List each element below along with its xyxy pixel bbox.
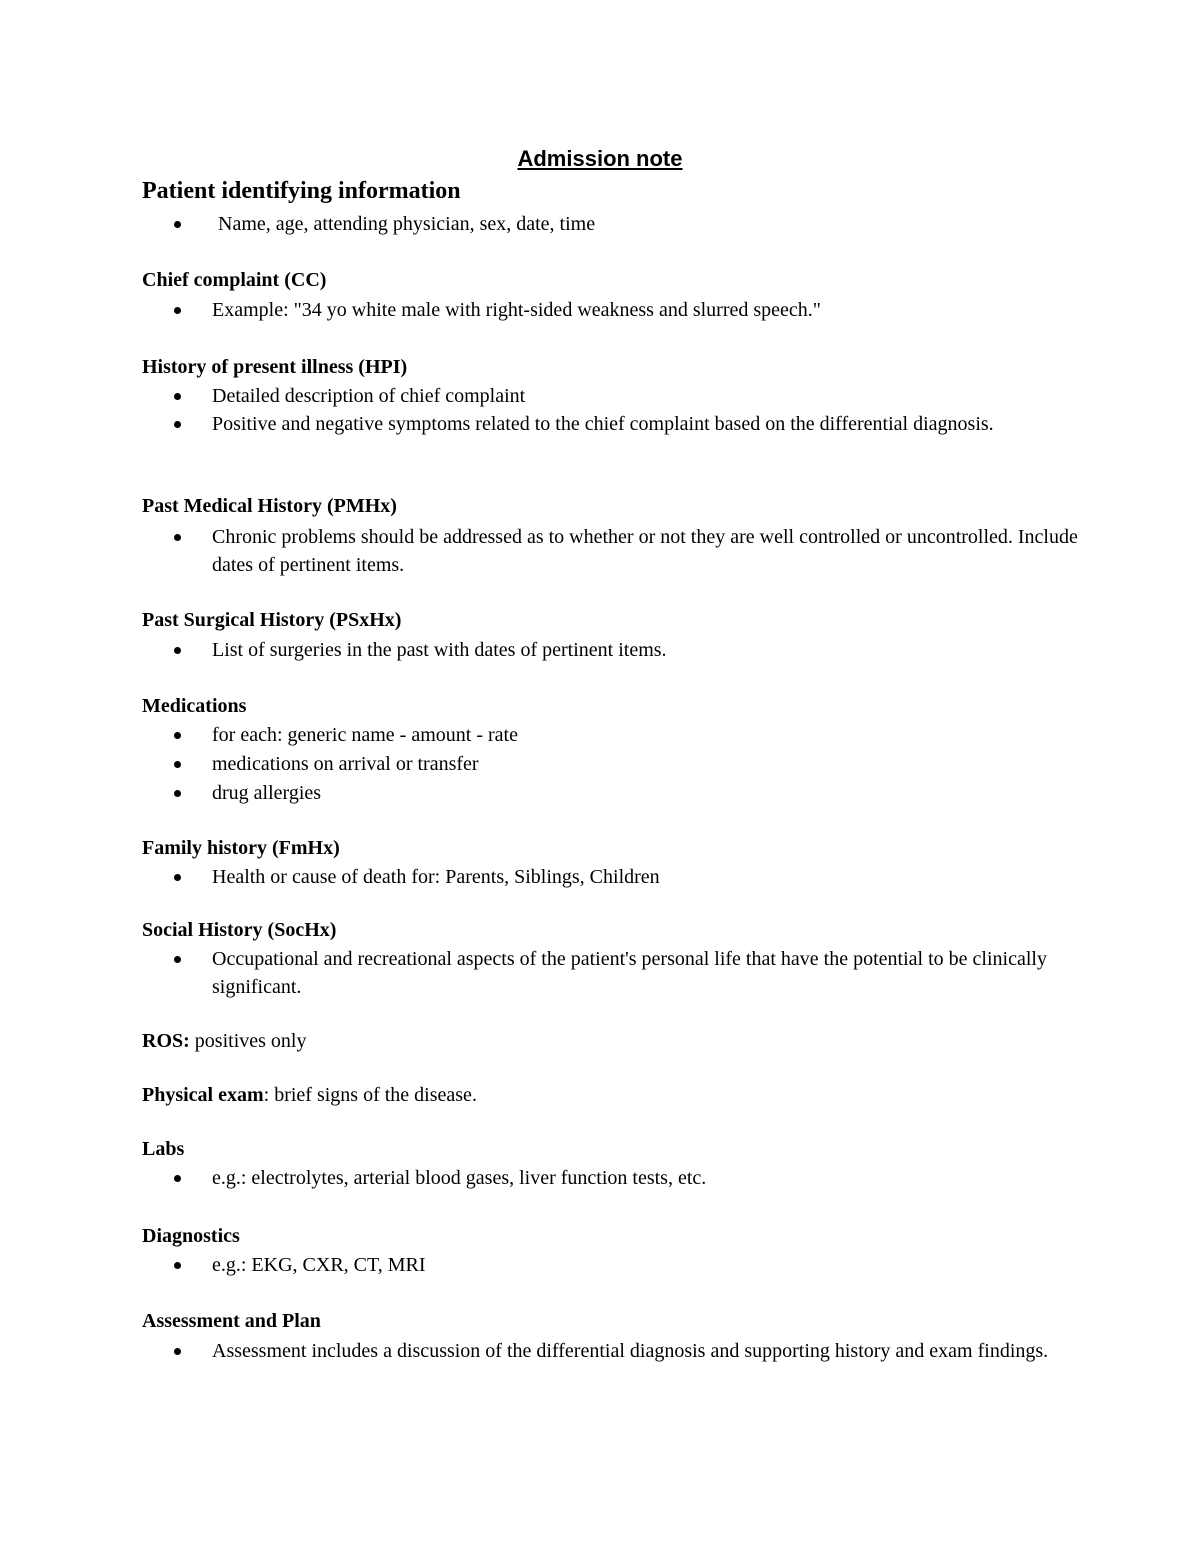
section-heading-sochx: Social History (SocHx) [142, 919, 337, 941]
bullet-icon [174, 221, 181, 228]
list-item: Name, age, attending physician, sex, date, time [142, 210, 1082, 238]
bullet-icon [174, 421, 181, 428]
ros-label: ROS: [142, 1030, 190, 1052]
list-item: Occupational and recreational aspects of the patient's personal life that have the potential to be clinically significant. [142, 945, 1082, 1001]
list-item: Example: "34 yo white male with right-sided weakness and slurred speech." [142, 296, 1082, 324]
list-item: e.g.: EKG, CXR, CT, MRI [142, 1251, 1082, 1279]
physical-exam-text: : brief signs of the disease. [263, 1084, 477, 1106]
section-heading-cc: Chief complaint (CC) [142, 269, 327, 291]
bullet-icon [174, 790, 181, 797]
section-heading-labs: Labs [142, 1138, 185, 1160]
list-item: Chronic problems should be addressed as to whether or not they are well controlled or uncontrolled. Include dates of pertinent items. [142, 523, 1082, 579]
list-item: List of surgeries in the past with dates of pertinent items. [142, 636, 1082, 664]
section-heading-hpi: History of present illness (HPI) [142, 356, 408, 378]
list-item: drug allergies [142, 779, 1082, 807]
section-physical-exam [142, 1083, 477, 1107]
bullet-icon [174, 1262, 181, 1269]
section-ros [142, 1029, 306, 1053]
ros-text: positives only [189, 1030, 307, 1052]
bullet-icon [174, 732, 181, 739]
bullet-icon [174, 956, 181, 963]
section-heading-patient-id: Patient identifying information [142, 178, 461, 204]
list-item: medications on arrival or transfer [142, 750, 1082, 778]
bullet-icon [174, 874, 181, 881]
section-heading-psxhx: Past Surgical History (PSxHx) [142, 609, 402, 631]
list-item: Assessment includes a discussion of the differential diagnosis and supporting history and exam findings. [142, 1337, 1082, 1365]
section-heading-medications: Medications [142, 695, 247, 717]
bullet-icon [174, 1348, 181, 1355]
section-heading-assessment-plan: Assessment and Plan [142, 1310, 321, 1332]
bullet-icon [174, 761, 181, 768]
section-heading-fmhx: Family history (FmHx) [142, 837, 340, 859]
list-item: Detailed description of chief complaint [142, 382, 1082, 410]
list-item: Positive and negative symptoms related to the chief complaint based on the differential diagnosis. [142, 410, 1082, 438]
bullet-icon [174, 534, 181, 541]
bullet-icon [174, 1175, 181, 1182]
bullet-icon [174, 393, 181, 400]
list-item: for each: generic name - amount - rate [142, 721, 1082, 749]
section-heading-diagnostics: Diagnostics [142, 1225, 240, 1247]
document-title: Admission note [517, 146, 683, 171]
bullet-icon [174, 307, 181, 314]
list-item: e.g.: electrolytes, arterial blood gases, liver function tests, etc. [142, 1164, 1082, 1192]
bullet-icon [174, 647, 181, 654]
physical-exam-label: Physical exam [142, 1084, 264, 1106]
section-heading-pmhx: Past Medical History (PMHx) [142, 495, 397, 517]
list-item: Health or cause of death for: Parents, Siblings, Children [142, 863, 1082, 891]
